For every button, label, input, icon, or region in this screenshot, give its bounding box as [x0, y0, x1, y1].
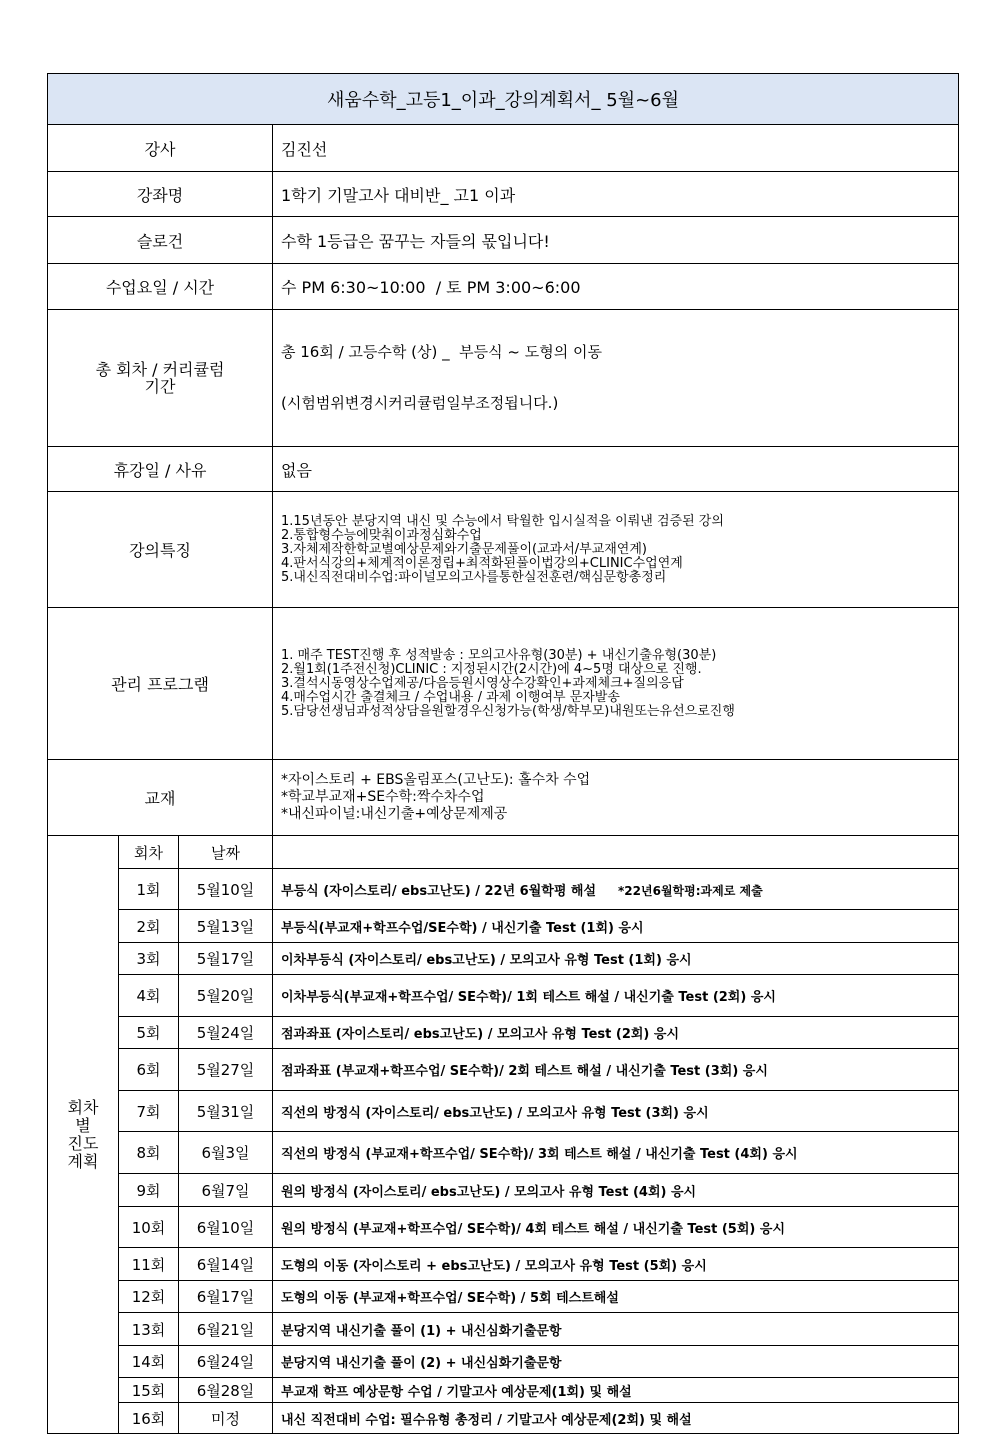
session-round: 13회 [119, 1313, 179, 1346]
course-value: 1학기 기말고사 대비반_ 고1 이과 [273, 172, 959, 217]
session-row [48, 1049, 959, 1091]
session-date: 6월24일 [179, 1346, 273, 1378]
session-content: 부교재 학프 예상문항 수업 / 기말고사 예상문제(1회) 및 해설 [273, 1378, 959, 1403]
slogan-label: 슬로건 [48, 217, 273, 264]
curriculum-label [48, 310, 273, 447]
session-round: 1회 [119, 869, 179, 910]
session-content: 점과좌표 (부교재+학프수업/ SE수학)/ 2회 테스트 해설 / 내신기출 Test (3회) 응시 [273, 1049, 959, 1091]
plan-side-label [48, 836, 119, 1434]
slogan-value: 수학 1등급은 꿈꾸는 자들의 몫입니다! [273, 217, 959, 264]
session-content: 원의 방정식 (자이스토리/ ebs고난도) / 모의고사 유형 Test (4회) 응시 [273, 1174, 959, 1207]
session-date: 5월10일 [179, 869, 273, 910]
session-date: 5월31일 [179, 1091, 273, 1132]
features-list [273, 492, 959, 608]
session-round: 16회 [119, 1403, 179, 1434]
session-date: 6월3일 [179, 1132, 273, 1174]
session-date: 미정 [179, 1403, 273, 1434]
features-line: 4.판서식강의+체계적이론정립+최적화된풀이법강의+CLINIC수업연계 [281, 555, 683, 571]
session-content: 도형의 이동 (자이스토리 + ebs고난도) / 모의고사 유형 Test (5회) 응시 [273, 1248, 959, 1281]
header-date: 날짜 [179, 836, 273, 869]
session-content: 이차부등식(부교재+학프수업/ SE수학)/ 1회 테스트 해설 / 내신기출 Test (2회) 응시 [273, 975, 959, 1017]
session-content: 분당지역 내신기출 풀이 (1) + 내신심화기출문항 [273, 1313, 959, 1346]
session-round: 6회 [119, 1049, 179, 1091]
session-row [48, 1313, 959, 1346]
session-date: 5월24일 [179, 1017, 273, 1049]
session-date: 5월17일 [179, 943, 273, 975]
features-line: 3.자체제작한학교별예상문제와기출문제풀이(교과서/부교재연계) [281, 541, 647, 557]
session-row [48, 1091, 959, 1132]
header-round: 회차 [119, 836, 179, 869]
session-note: *22년6월학평:과제로 제출 [618, 883, 763, 898]
curriculum-label-line2: 기간 [144, 377, 176, 396]
session-content: 이차부등식 (자이스토리/ ebs고난도) / 모의고사 유형 Test (1회) 응시 [273, 943, 959, 975]
features-line: 1.15년동안 분당지역 내신 및 수능에서 탁월한 입시실적을 이뤄낸 검증된 강의 [281, 513, 724, 529]
header-content-empty [273, 836, 959, 869]
holiday-label: 휴강일 / 사유 [48, 447, 273, 492]
instructor-value: 김진선 [273, 125, 959, 172]
features-line: 5.내신직전대비수업:파이널모의고사를통한실전훈련/핵심문항총정리 [281, 569, 667, 585]
course-label: 강좌명 [48, 172, 273, 217]
management-line: 3.결석시동영상수업제공/다음등원시영상수강확인+과제체크+질의응답 [281, 675, 684, 691]
session-round: 15회 [119, 1378, 179, 1403]
session-round: 11회 [119, 1248, 179, 1281]
session-row [48, 943, 959, 975]
session-round: 9회 [119, 1174, 179, 1207]
session-date: 5월13일 [179, 910, 273, 943]
document-title: 새움수학_고등1_이과_강의계획서_ 5월~6월 [48, 74, 959, 125]
schedule-time-label: 수업요일 / 시간 [48, 264, 273, 310]
session-row [48, 1403, 959, 1434]
session-round: 8회 [119, 1132, 179, 1174]
holiday-value: 없음 [273, 447, 959, 492]
plan-side-label-part: 회차 [67, 1097, 99, 1117]
plan-side-label-part: 별 [75, 1115, 91, 1135]
instructor-label: 강사 [48, 125, 273, 172]
session-content-text: 부등식 (자이스토리/ ebs고난도) / 22년 6월학평 해설 [281, 883, 597, 899]
session-content: 분당지역 내신기출 풀이 (2) + 내신심화기출문항 [273, 1346, 959, 1378]
session-row [48, 1346, 959, 1378]
session-round: 14회 [119, 1346, 179, 1378]
session-round: 3회 [119, 943, 179, 975]
session-content: 점과좌표 (자이스토리/ ebs고난도) / 모의고사 유형 Test (2회) 응시 [273, 1017, 959, 1049]
curriculum-value [273, 310, 959, 447]
session-date: 5월27일 [179, 1049, 273, 1091]
session-date: 6월7일 [179, 1174, 273, 1207]
session-content: 원의 방정식 (부교재+학프수업/ SE수학)/ 4회 테스트 해설 / 내신기출 Test (5회) 응시 [273, 1207, 959, 1248]
session-row [48, 1207, 959, 1248]
features-line: 2.통합형수능에맞춰이과정심화수업 [281, 527, 482, 543]
features-label: 강의특징 [48, 492, 273, 608]
session-content [273, 869, 959, 910]
management-line: 4.매수업시간 출결체크 / 수업내용 / 과제 이행여부 문자발송 [281, 689, 620, 705]
session-row [48, 1174, 959, 1207]
session-date: 6월14일 [179, 1248, 273, 1281]
session-row [48, 1132, 959, 1174]
session-date: 6월17일 [179, 1281, 273, 1313]
textbook-line: *내신파이널:내신기출+예상문제제공 [281, 806, 508, 822]
textbook-line: *자이스토리 + EBS올림포스(고난도): 홀수차 수업 [281, 772, 591, 788]
session-round: 2회 [119, 910, 179, 943]
plan-side-label-part: 진도 [67, 1133, 99, 1153]
session-row [48, 1378, 959, 1403]
session-date: 6월28일 [179, 1378, 273, 1403]
session-round: 5회 [119, 1017, 179, 1049]
session-content: 직선의 방정식 (자이스토리/ ebs고난도) / 모의고사 유형 Test (3회) 응시 [273, 1091, 959, 1132]
curriculum-value-line2: (시험범위변경시커리큘럼일부조정됩니다.) [281, 394, 559, 412]
session-content: 직선의 방정식 (부교재+학프수업/ SE수학)/ 3회 테스트 해설 / 내신기출 Test (4회) 응시 [273, 1132, 959, 1174]
session-round: 7회 [119, 1091, 179, 1132]
session-date: 6월21일 [179, 1313, 273, 1346]
curriculum-label-line1: 총 회차 / 커리큘럼 [95, 360, 225, 379]
management-line: 1. 매주 TEST진행 후 성적발송 : 모의고사유형(30분) + 내신기출유형(30분) [281, 647, 717, 663]
session-content: 도형의 이동 (부교재+학프수업/ SE수학) / 5회 테스트해설 [273, 1281, 959, 1313]
management-list [273, 608, 959, 760]
management-label: 관리 프로그램 [48, 608, 273, 760]
schedule-time-value: 수 PM 6:30~10:00 / 토 PM 3:00~6:00 [273, 264, 959, 310]
textbook-list [273, 760, 959, 836]
session-content: 내신 직전대비 수업: 필수유형 총정리 / 기말고사 예상문제(2회) 및 해설 [273, 1403, 959, 1434]
curriculum-value-line1: 총 16회 / 고등수학 (상) _ 부등식 ~ 도형의 이동 [281, 343, 602, 361]
session-content: 부등식(부교재+학프수업/SE수학) / 내신기출 Test (1회) 응시 [273, 910, 959, 943]
textbook-line: *학교부교재+SE수학:짝수차수업 [281, 789, 485, 805]
session-row [48, 869, 959, 910]
session-row [48, 1017, 959, 1049]
plan-side-label-part: 계획 [67, 1151, 99, 1171]
session-round: 12회 [119, 1281, 179, 1313]
session-round: 10회 [119, 1207, 179, 1248]
management-line: 5.담당선생님과성적상담을원할경우신청가능(학생/학부모)내원또는유선으로진행 [281, 703, 735, 719]
session-row [48, 1248, 959, 1281]
management-line: 2.월1회(1주전신청)CLINIC : 지정된시간(2시간)에 4~5명 대상으로 진행. [281, 661, 702, 677]
textbook-label: 교재 [48, 760, 273, 836]
session-date: 6월10일 [179, 1207, 273, 1248]
session-row [48, 1281, 959, 1313]
session-row [48, 910, 959, 943]
session-row [48, 975, 959, 1017]
lecture-plan-table [47, 73, 959, 1434]
session-date: 5월20일 [179, 975, 273, 1017]
session-round: 4회 [119, 975, 179, 1017]
